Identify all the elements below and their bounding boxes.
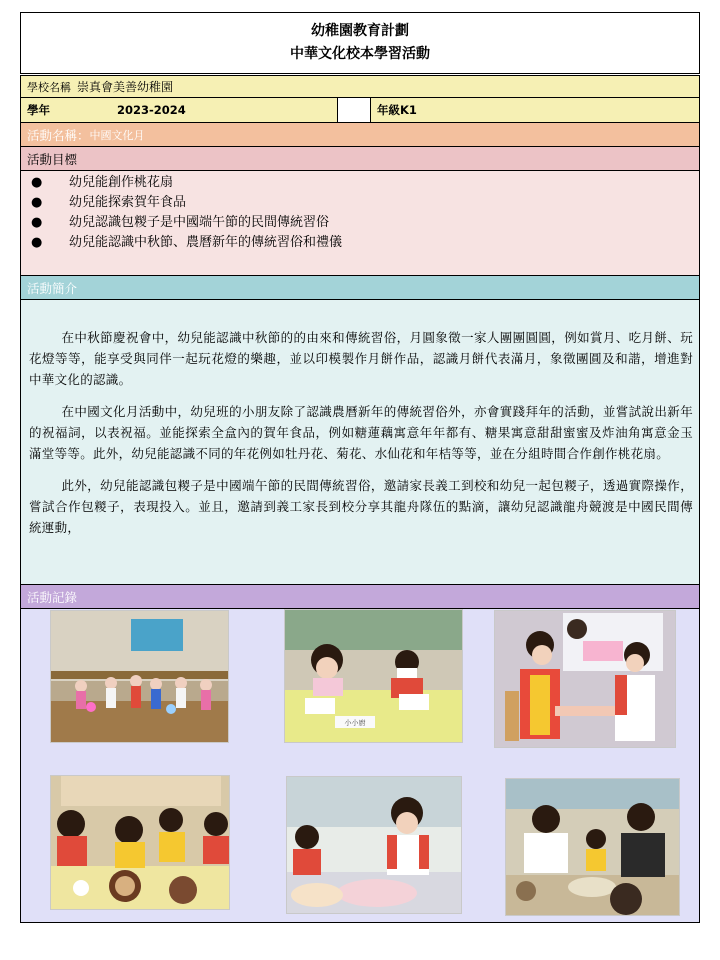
intro-paragraph-1: 在中秋節慶祝會中，幼兒能認識中秋節的的由來和傳統習俗，月圓象徵一家人團團圓圓，例如賞月、吃月餅、玩花燈等等，能享受與同伴一起玩花燈的樂趣，並以印模製作月餅作品，認識月餅代表滿月，象徵團圓及和諧，增進對中華文化的認識。 <box>29 330 693 387</box>
objective-text: 幼兒能探索賀年食品 <box>69 195 187 210</box>
school-row <box>20 75 700 98</box>
page-title: 幼稚園教育計劃 <box>311 23 409 39</box>
school-label: 學校名稱 <box>27 80 71 94</box>
activity-name-row <box>20 123 700 147</box>
objective-text: 幼兒認識包糉子是中國端午節的民間傳統習俗 <box>69 215 330 230</box>
records-header <box>20 585 700 609</box>
objective-text: 幼兒能認識中秋節、農曆新年的傳統習俗和禮儀 <box>69 235 343 250</box>
bullet-icon: ● <box>31 175 43 190</box>
records-label: 活動記錄 <box>27 589 78 605</box>
objectives-list <box>21 173 342 253</box>
activity-name-label: 活動名稱： <box>27 127 90 143</box>
objectives-header <box>20 147 700 171</box>
grade-value: 年級K1 <box>377 103 417 117</box>
photo-new-year-food <box>50 775 230 910</box>
title-box <box>20 12 700 74</box>
bullet-icon: ● <box>31 235 43 250</box>
objectives-body <box>20 171 700 276</box>
activity-name-value: 中國文化月 <box>89 128 145 142</box>
intro-body <box>20 300 700 585</box>
intro-label: 活動簡介 <box>27 280 78 296</box>
year-row <box>20 98 700 123</box>
photo-new-year-greeting <box>494 610 676 748</box>
page-subtitle: 中華文化校本學習活動 <box>290 46 430 62</box>
year-value: 2023-2024 <box>117 103 186 117</box>
intro-paragraph-2: 在中國文化月活動中，幼兒班的小朋友除了認識農曆新年的傳統習俗外，亦會實踐拜年的活動，並嘗試說出新年的祝福詞，以表祝福。並能探索全盒內的賀年食品，例如糖蓮藕寓意年年都有、糖果寓意甜甜蜜蜜及炸油角寓意金玉滿堂等等。此外，幼兒能認識不同的年花例如牡丹花、菊花、水仙花和年桔等等，並在分組時間合作創作桃花扇。 <box>29 404 693 461</box>
objective-item <box>31 213 342 233</box>
intro-header <box>20 276 700 300</box>
photo-mooncake-making <box>284 609 463 743</box>
objectives-label: 活動目標 <box>27 151 78 167</box>
bullet-icon: ● <box>31 215 43 230</box>
photo-peach-fan-craft <box>286 776 462 914</box>
photo-dumpling-wrapping <box>505 778 680 916</box>
school-name: 崇真會美善幼稚園 <box>77 80 174 94</box>
objective-item <box>31 193 342 213</box>
bullet-icon: ● <box>31 195 43 210</box>
photo-lantern-party <box>50 610 229 743</box>
objective-item <box>31 173 342 193</box>
objective-text: 幼兒能創作桃花扇 <box>69 175 174 190</box>
year-blank-cell <box>337 98 371 122</box>
objective-item <box>31 233 342 253</box>
intro-paragraph-3: 此外，幼兒能認識包糉子是中國端午節的民間傳統習俗，邀請家長義工到校和幼兒一起包糉子，透過實際操作，嘗試合作包糉子，表現投入。並且，邀請到義工家長到校分享其龍舟隊伍的點滴，讓幼兒認識龍舟競渡是中國民間傳統運動， <box>29 478 693 535</box>
year-label: 學年 <box>27 103 50 117</box>
photo-sign-text: 小小廚 <box>344 719 366 727</box>
